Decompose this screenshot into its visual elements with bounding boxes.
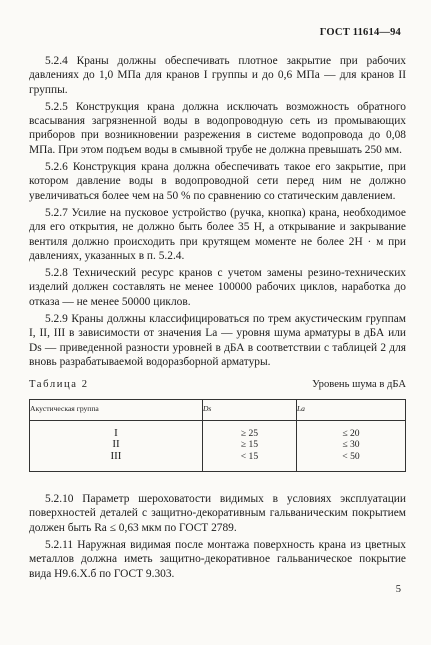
- table-header-row: [30, 399, 406, 420]
- cell-ds: ≥ 15: [202, 439, 296, 451]
- table-row: [30, 420, 406, 439]
- header-la: La: [296, 399, 405, 420]
- table-caption: [29, 378, 406, 392]
- section-after-table: [29, 492, 406, 581]
- page-number: 5: [395, 584, 401, 595]
- paragraph-5-2-9: 5.2.9 Краны должны классифицироваться по трем акустическим группам I, II, III в зависимости от значения La — уровня шума арматуры в дБА или Ds — приведенной разности уровней в дБА в соответствии с таблицей 2 для вновь разрабатываемой водоразборной арматуры.: [29, 313, 406, 368]
- acoustic-groups-table: [29, 399, 406, 473]
- document-body: [29, 54, 406, 584]
- header-acoustic-group: Акустическая группа: [30, 399, 203, 420]
- cell-group: II: [30, 439, 203, 451]
- paragraph-5-2-7: 5.2.7 Усилие на пусковое устройство (ручка, кнопка) крана, необходимое для его открытия, не должно быть более 35 Н, а открывание и закрывание вентиля должно происходить при крутящем моменте не более 2Н · м при давлениях, указанных в п. 5.2.4.: [29, 206, 406, 262]
- paragraph-5-2-8: 5.2.8 Технический ресурс кранов с учетом замены резино-технических изделий должен составлять не менее 100000 рабочих циклов, наработка до отказа — не менее 50000 циклов.: [29, 267, 406, 308]
- cell-group: I: [30, 420, 203, 439]
- paragraph-5-2-11: 5.2.11 Наружная видимая после монтажа поверхность крана из цветных металлов должна иметь защитно-декоративное гальваническое покрытие вида Н9.6.Х.б по ГОСТ 9.303.: [29, 538, 406, 580]
- cell-la: ≤ 30: [296, 439, 405, 451]
- cell-group: III: [30, 451, 203, 472]
- standard-header: ГОСТ 11614—94: [319, 27, 401, 38]
- table-row: [30, 439, 406, 451]
- table-unit-note: Уровень шума в дБА: [312, 379, 406, 391]
- cell-ds: ≥ 25: [202, 420, 296, 439]
- table-title: Таблица 2: [29, 379, 89, 391]
- cell-la: ≤ 20: [296, 420, 405, 439]
- paragraph-5-2-6: 5.2.6 Конструкция крана должна обеспечивать такое его закрытие, при котором давление воды в водопроводной сети перед ним не должно увеличиваться более чем на 50 % по сравнению со статическим давлением.: [29, 161, 406, 202]
- table-row: [30, 451, 406, 472]
- cell-ds: < 15: [202, 451, 296, 472]
- paragraph-5-2-4: 5.2.4 Краны должны обеспечивать плотное закрытие при рабочих давлениях до 1,0 МПа для кранов I группы и до 0,6 МПа — для кранов II группы.: [29, 55, 406, 96]
- cell-la: < 50: [296, 451, 405, 472]
- paragraph-5-2-10: 5.2.10 Параметр шероховатости видимых в условиях эксплуатации поверхностей деталей с защитно-декоративным гальваническим покрытием должен быть Ra ≤ 0,63 мкм по ГОСТ 2789.: [29, 493, 406, 534]
- paragraph-5-2-5: 5.2.5 Конструкция крана должна исключать возможность обратного всасывания загрязненной воды в водопроводную сеть из промывающих приборов при возникновении разрежения в системе водопровода до 0,08 МПа. При этом подъем воды в смывной трубе не должна превышать 250 мм.: [29, 100, 406, 156]
- header-ds: Ds: [202, 399, 296, 420]
